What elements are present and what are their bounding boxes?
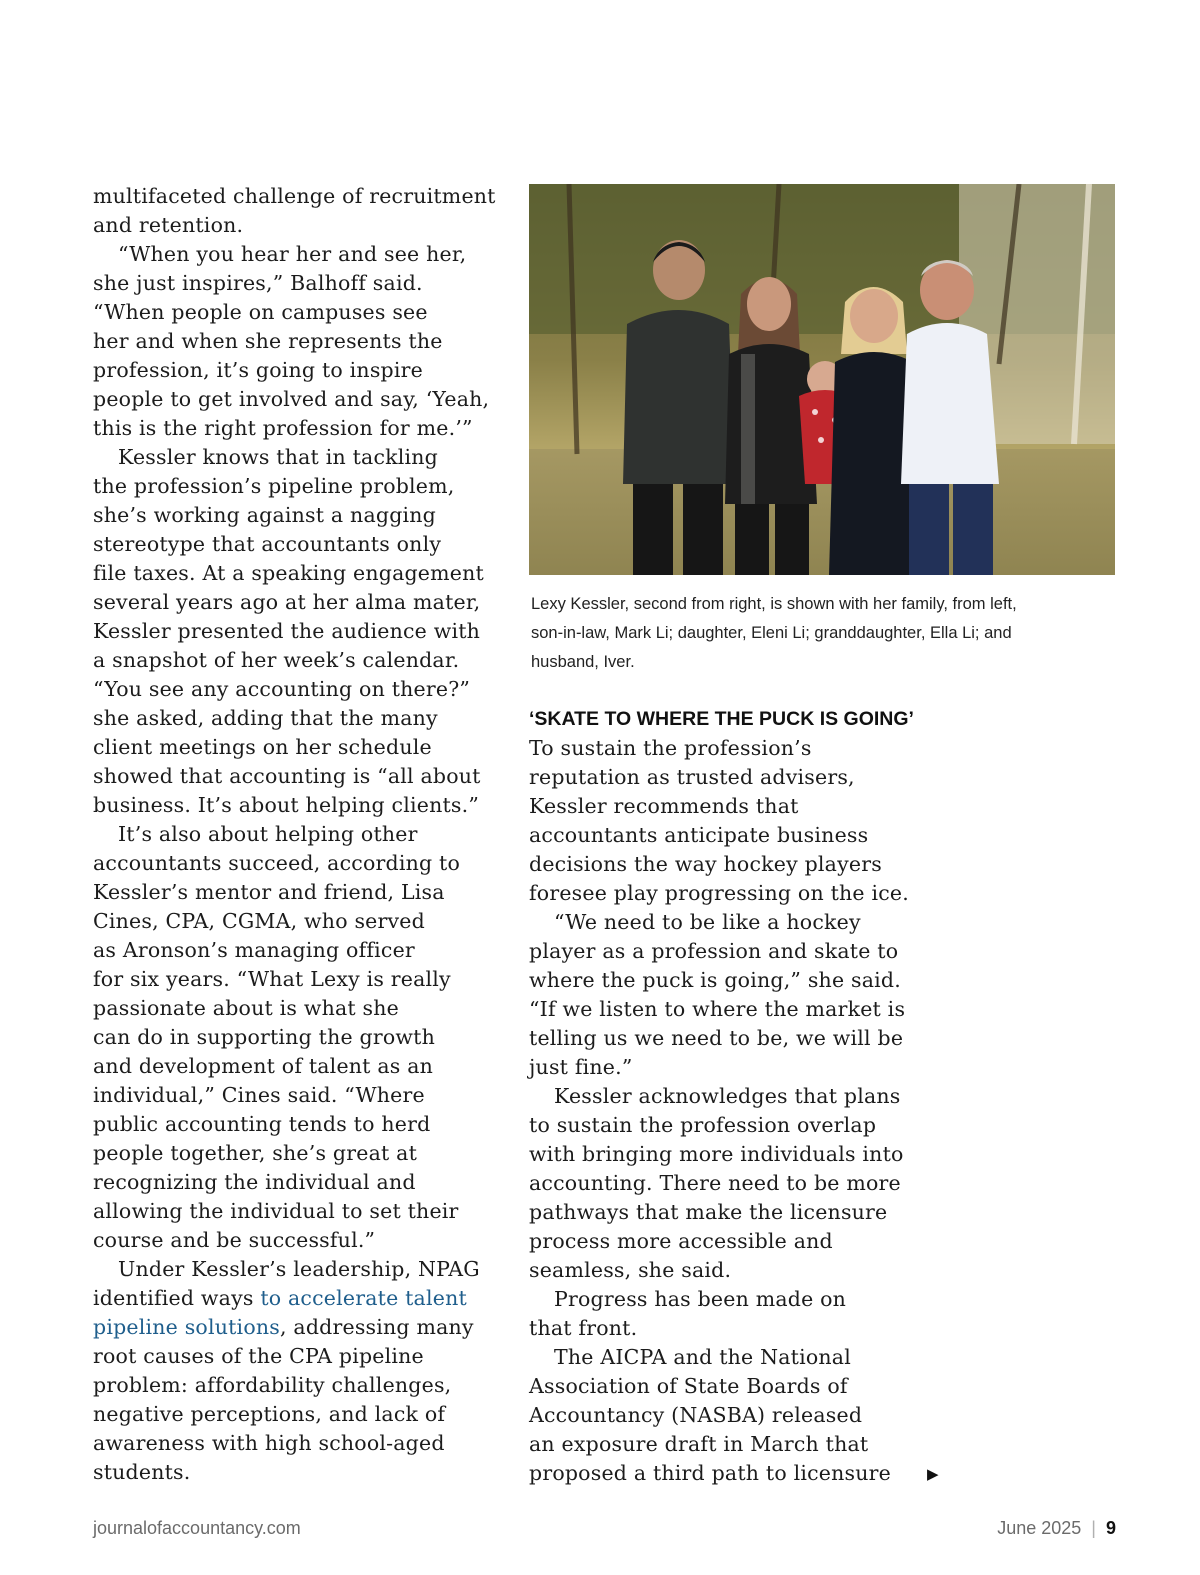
link-line-prefix: identified ways [93,1286,261,1310]
right-column-line: foresee play progressing on the ice. [529,881,909,905]
right-column-line: player as a profession and skate to [529,939,899,963]
left-column-line: awareness with high school-aged [93,1431,445,1455]
footer-website[interactable]: journalofaccountancy.com [93,1518,301,1538]
last-line-text: proposed a third path to licensure [529,1461,891,1485]
left-column-line: passionate about is what she [93,996,400,1020]
left-column-line: she just inspires,” Balhoff said. [93,271,423,295]
left-column-line: showed that accounting is “all about [93,764,481,788]
left-column-line: can do in supporting the growth [93,1025,435,1049]
right-column-line: process more accessible and [529,1229,833,1253]
caption-line: son-in-law, Mark Li; daughter, Eleni Li; granddaughter, Ella Li; and [531,624,1012,642]
right-column-line: with bringing more individuals into [529,1142,904,1166]
left-column-line: problem: affordability challenges, [93,1373,452,1397]
right-column-line: “If we listen to where the market is [529,997,906,1021]
left-column-line: and development of talent as an [93,1054,434,1078]
left-column-line: “When people on campuses see [93,300,428,324]
left-column-line: she asked, adding that the many [93,706,438,730]
left-column-line: It’s also about helping other [118,822,418,846]
right-column-line: where the puck is going,” she said. [529,968,901,992]
left-column-line: several years ago at her alma mater, [93,590,481,614]
right-column-line: pathways that make the licensure [529,1200,888,1224]
left-column-line: client meetings on her schedule [93,735,432,759]
right-column-line [529,1459,949,1489]
left-column-line: business. It’s about helping clients.” [93,793,480,817]
right-column-line: Kessler recommends that [529,794,799,818]
left-column-line: Under Kessler’s leadership, NPAG [118,1257,480,1281]
right-column-line: an exposure draft in March that [529,1432,869,1456]
right-column-line: The AICPA and the National [554,1345,851,1369]
left-column-line: Cines, CPA, CGMA, who served [93,909,425,933]
left-column-line [93,1284,513,1313]
right-column-line: accountants anticipate business [529,823,869,847]
link-line-suffix: , addressing many [279,1315,474,1339]
left-column-line: students. [93,1460,191,1484]
right-column-line: To sustain the profession’s [529,736,812,760]
talent-pipeline-link[interactable]: to accelerate talent [260,1286,467,1310]
right-column-line: reputation as trusted advisers, [529,765,855,789]
right-column-line: to sustain the profession overlap [529,1113,877,1137]
left-column-line: for six years. “What Lexy is really [93,967,451,991]
left-column-line: allowing the individual to set their [93,1199,459,1223]
left-column-line [93,1313,513,1342]
left-column-line: file taxes. At a speaking engagement [93,561,484,585]
talent-pipeline-link-cont[interactable]: pipeline solutions [93,1315,280,1339]
left-column-line: people together, she’s great at [93,1141,418,1165]
left-column-line: she’s working against a nagging [93,503,437,527]
right-column-line: Association of State Boards of [529,1374,848,1398]
left-column-line: and retention. [93,213,244,237]
left-column-line: this is the right profession for me.’” [93,416,473,440]
family-photo [529,184,1115,575]
right-column-line: Progress has been made on [554,1287,847,1311]
left-column-line: Kessler presented the audience with [93,619,481,643]
left-column-line: Kessler’s mentor and friend, Lisa [93,880,445,904]
right-column-line: decisions the way hockey players [529,852,882,876]
right-column-line: that front. [529,1316,638,1340]
right-column-line: telling us we need to be, we will be [529,1026,904,1050]
footer-date: June 2025 [997,1518,1082,1538]
left-column-line: people to get involved and say, ‘Yeah, [93,387,490,411]
right-article-column [529,705,949,1489]
footer-separator: | [1091,1518,1096,1538]
left-column-line: root causes of the CPA pipeline [93,1344,424,1368]
right-column-line: Accountancy (NASBA) released [529,1403,863,1427]
right-column-line: accounting. There need to be more [529,1171,901,1195]
photo-caption [531,590,1091,677]
left-column-line: public accounting tends to herd [93,1112,431,1136]
right-column-line: Kessler acknowledges that plans [554,1084,901,1108]
right-column-line: seamless, she said. [529,1258,732,1282]
left-column-line: profession, it’s going to inspire [93,358,423,382]
left-column-line: negative perceptions, and lack of [93,1402,446,1426]
left-column-line: course and be successful.” [93,1228,376,1252]
left-column-line: Kessler knows that in tackling [118,445,438,469]
left-column-line: “When you hear her and see her, [118,242,467,266]
caption-line: husband, Iver. [531,653,635,671]
left-article-column [93,182,513,1487]
right-column-line: just fine.” [529,1055,633,1079]
section-subhead: ‘SKATE TO WHERE THE PUCK IS GOING’ [529,708,914,730]
left-column-line: stereotype that accountants only [93,532,442,556]
left-column-line: her and when she represents the [93,329,443,353]
left-column-line: a snapshot of her week’s calendar. [93,648,460,672]
left-column-line: accountants succeed, according to [93,851,461,875]
caption-line: Lexy Kessler, second from right, is shown with her family, from left, [531,595,1017,613]
continue-arrow-icon[interactable]: ▶ [926,1465,939,1483]
left-column-line: recognizing the individual and [93,1170,416,1194]
left-column-line: as Aronson’s managing officer [93,938,415,962]
footer-date-page [997,1518,1116,1539]
left-column-line: “You see any accounting on there?” [93,677,471,701]
left-column-line: multifaceted challenge of recruitment [93,184,496,208]
left-column-line: the profession’s pipeline problem, [93,474,455,498]
left-column-line: individual,” Cines said. “Where [93,1083,425,1107]
right-column-line: “We need to be like a hockey [554,910,861,934]
page-number: 9 [1105,1518,1116,1538]
